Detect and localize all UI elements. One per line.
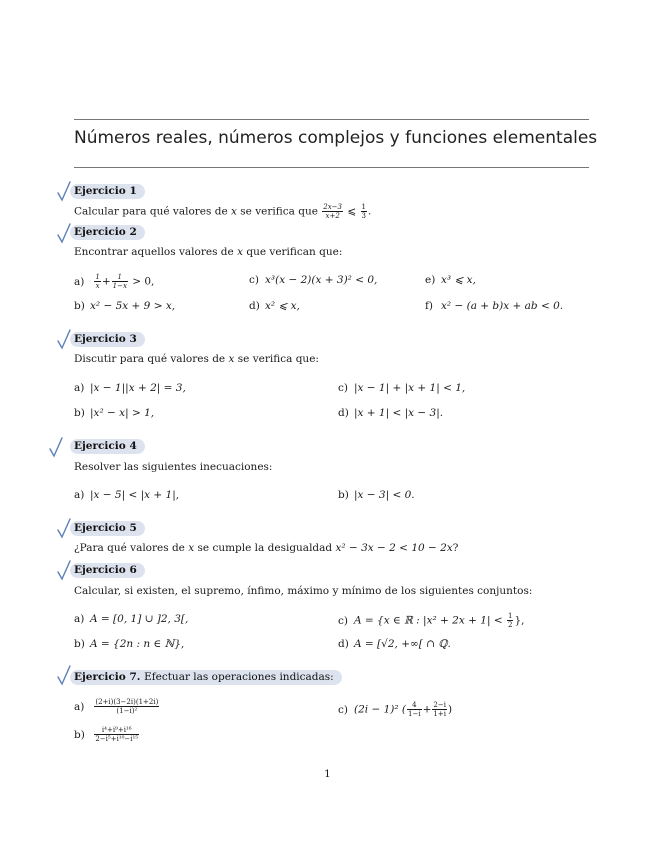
exercise-4-item-b: b) |x − 3| < 0. (338, 489, 415, 501)
page-number: 1 (324, 768, 331, 780)
exercise-3-item-d: d) |x + 1| < |x − 3|. (338, 407, 444, 419)
exercise-7-item-c: c) (2i − 1)² ( $\frac{4}{1-i}$ + $\frac{2-i}{1+i}$ ) (338, 701, 453, 718)
exercise-2-item-d: d) x² ⩽ x, (249, 300, 300, 312)
fraction: $\frac{(2+i)(3-2i)(1+2i)}{\text{(1−i)²}}$ (95, 698, 159, 715)
exercise-4-statement: Resolver las siguientes inecuaciones: (74, 461, 273, 473)
exercise-2-statement: Encontrar aquellos valores de x que verifican que: (74, 246, 343, 258)
fraction: $\frac{2-i}{1+i}$ (433, 701, 446, 718)
title-rule (74, 167, 589, 168)
exercise-7-item-a: a) $\frac{(2+i)(3-2i)(1+2i)}{\text{(1−i)²}}$ (74, 698, 159, 715)
page-title: Números reales, números complejos y funciones elementales (74, 128, 598, 148)
exercise-2-item-b: b) x² − 5x + 9 > x, (74, 300, 176, 312)
exercise-3-heading: Ejercicio 3 (70, 332, 145, 347)
exercise-6-heading: Ejercicio 6 (70, 563, 145, 578)
top-rule (74, 119, 589, 120)
exercise-3-item-b: b) |x² − x| > 1, (74, 407, 155, 419)
statement-text: Calcular para qué valores de (74, 205, 228, 218)
checkmark-icon (48, 436, 64, 458)
fraction: $\frac{1}{x}$ (95, 273, 100, 290)
exercise-2-item-e: e) x³ ⩽ x, (425, 274, 476, 286)
fraction: $\frac{4}{1-i}$ (408, 701, 421, 718)
exercise-5-heading: Ejercicio 5 (70, 521, 145, 536)
math-var: x (231, 205, 237, 218)
exercise-5-statement: ¿Para qué valores de x se cumple la desigualdad x² − 3x − 2 < 10 − 2x? (74, 542, 459, 554)
exercise-1-heading: Ejercicio 1 (70, 184, 145, 199)
exercise-2-item-a: a) $\frac{1}{x}$ + $\frac{1}{1-x}$ > 0, (74, 273, 155, 290)
exercise-4-item-a: a) |x − 5| < |x + 1|, (74, 489, 180, 501)
exercise-1-statement: Calcular para qué valores de x se verifica que $\frac{2x-3}{x+2}$ ⩽ $\frac{1}{3}$ . (74, 203, 372, 220)
exercise-7-heading: Ejercicio 7. Efectuar las operaciones indicadas: (70, 670, 342, 685)
exercise-2-heading: Ejercicio 2 (70, 225, 145, 240)
exercise-6-statement: Calcular, si existen, el supremo, ínfimo, máximo y mínimo de los siguientes conjuntos: (74, 585, 533, 597)
exercise-6-item-b: b) A = {2n : n ∈ ℕ}, (74, 638, 185, 650)
exercise-2-item-f: f) x² − (a + b)x + ab < 0. (425, 300, 564, 312)
exercise-3-statement: Discutir para qué valores de x se verifica que: (74, 353, 319, 365)
exercise-2-item-c: c) x³(x − 2)(x + 3)² < 0, (249, 274, 378, 286)
exercise-7-item-b: b) $\frac{\text{i⁴+i⁹+i¹⁶}}{\text{2−i⁵+i¹⁰−i¹⁵}}$ (74, 726, 139, 743)
exercise-3-item-c: c) |x − 1| + |x + 1| < 1, (338, 382, 466, 394)
exercise-4-heading: Ejercicio 4 (70, 439, 145, 454)
exercise-6-item-a: a) A = [0, 1] ∪ ]2, 3[, (74, 613, 189, 625)
exercise-6-item-d: d) A = [√2, +∞[ ∩ ℚ. (338, 638, 451, 650)
fraction: $\frac{1}{1-x}$ (112, 273, 127, 290)
fraction: $\frac{2x-3}{x+2}$ (323, 203, 343, 220)
relation: ⩽ (347, 205, 357, 218)
exercise-6-item-c: c) A = {x ∈ ℝ : |x² + 2x + 1| < $\frac{1}{2}$ }, (338, 612, 525, 629)
fraction: $\frac{1}{3}$ (361, 203, 366, 220)
fraction: $\frac{\text{i⁴+i⁹+i¹⁶}}{\text{2−i⁵+i¹⁰−i¹⁵}}$ (95, 726, 139, 743)
statement-text: se verifica que (240, 205, 318, 218)
fraction: $\frac{1}{2}$ (507, 612, 513, 629)
exercise-3-item-a: a) |x − 1||x + 2| = 3, (74, 382, 186, 394)
